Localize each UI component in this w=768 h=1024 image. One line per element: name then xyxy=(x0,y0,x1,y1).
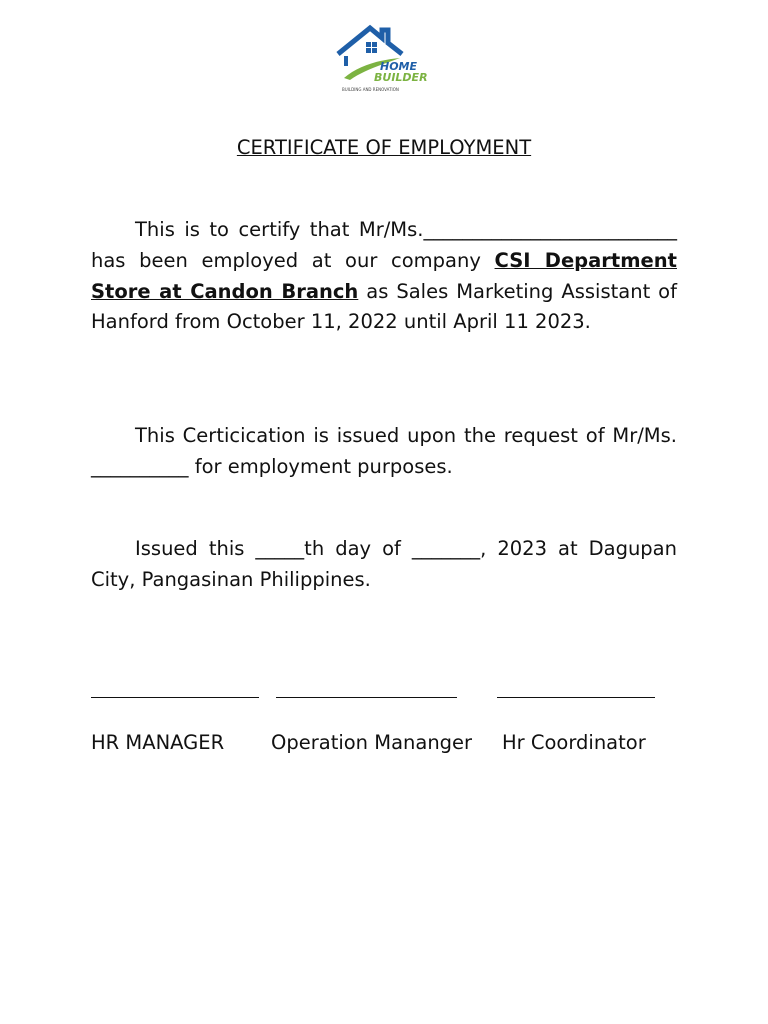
signature-label-hr-coordinator: Hr Coordinator xyxy=(502,731,646,754)
request-paragraph xyxy=(91,421,677,483)
signature-label-hr-manager: HR MANAGER xyxy=(91,731,225,754)
issued-paragraph xyxy=(91,534,677,596)
paragraph-text: This is to certify that Mr/Ms.__________________________ has been employed at our company xyxy=(91,218,677,272)
svg-text:BUILDER: BUILDER xyxy=(374,71,428,84)
home-builder-logo-icon xyxy=(318,6,438,110)
paragraph-text: Issued this _____th day of _______, 2023 at Dagupan City, Pangasinan Philippines. xyxy=(91,537,677,591)
company-logo xyxy=(318,6,438,110)
company-name: CSI Department Store at Candon Branch xyxy=(91,248,677,303)
signature-line-hr-manager xyxy=(91,696,259,698)
signature-label-operation-manager: Operation Mananger xyxy=(271,731,473,754)
certification-paragraph xyxy=(91,215,677,338)
paragraph-text: This Certicication is issued upon the request of Mr/Ms. __________ for employment purposes. xyxy=(91,424,677,478)
signature-line-hr-coordinator xyxy=(497,696,655,698)
document-title: CERTIFICATE OF EMPLOYMENT xyxy=(236,136,532,159)
svg-text:HOME: HOME xyxy=(380,60,418,73)
paragraph-text: as Sales Marketing Assistant of Hanford from October 11, 2022 until April 11 2023. xyxy=(91,279,677,334)
svg-text:BUILDING AND RENOVATION: BUILDING AND RENOVATION xyxy=(342,87,399,92)
signature-line-operation-manager xyxy=(276,696,457,698)
